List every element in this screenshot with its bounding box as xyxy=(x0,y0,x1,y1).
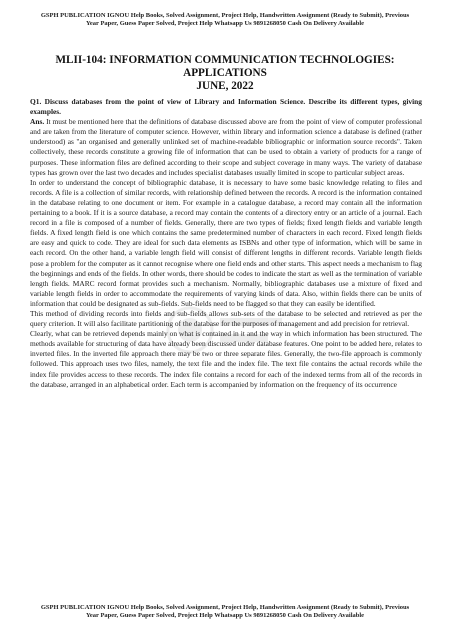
answer-paragraph-4: Clearly, what can be retrieved depends mainly on what is contained in it and the way in which information has been structured. The methods available for structuring of data have already been discussed under database features. One point to be added here, relates to inverted files. In the inverted file approach there may be two or three separate files. Generally, the two-file approach is commonly followed. This approach uses two files, namely, the text file and the index file. The text file contains the actual records while the index file provides access to these records. The index file contains a record for each of the indexed terms from all of the records in the database, arranged in an alphabetical order. Each term is accompanied by information on the frequency of its occurrence xyxy=(30,329,422,389)
answer-paragraph-3: This method of dividing records into fields and sub-fields allows sub-sets of the database to be selected and retrieved as per the query criterion. It will also facilitate partitioning of the database for the purposes of management and add precision for retrieval. xyxy=(30,308,422,329)
answer-paragraph-2: In order to understand the concept of bibliographic database, it is necessary to have some basic knowledge relating to files and records. A file is a collection of similar records, with relationship defined between the records. A record is the information contained in the database relating to one document or item. For example in a catalogue database, a record may contain all the information pertaining to a book. If it is a source database, a record may contain the contents of a directory entry or an article of a journal. Each record in a file is composed of a number of fields. Generally, there are two types of fields; fixed length fields and variable length fields. A fixed length field is one which contains the same predetermined number of characters in each record. Fixed length fields are easy and quick to code. They are ideal for such data elements as ISBNs and other type of information, which will be same in each record. On the other hand, a variable length field will consist of different lengths in different records. Variable length fields pose a problem for the computer as it cannot recognise where one field ends and other starts. This aspect needs a mechanism to flag the beginnings and ends of the fields. In other words, there should be codes to indicate the start as well as the termination of variable length fields. MARC record format provides such a mechanism. Normally, bibliographic databases use a mixture of fixed and variable length fields in order to accommodate the requirements of varying kinds of data. Also, within fields there can be units of information that could be designated as sub-fields. Sub-fields need to be flagged so that they can easily be identified. xyxy=(30,177,422,308)
document-body xyxy=(30,97,422,597)
answer-paragraph-1 xyxy=(30,117,422,178)
document-title xyxy=(30,54,420,93)
answer-paragraph-1-text: It must be mentioned here that the definitions of database discussed above are from the point of view of computer professional and are taken from the literature of computer science. However, within library and information science a database is defined (rather understood) as "an organised and generally unlinked set of machine-readable bibliographic or information source records". Taken collectively, these records constitute a growing file of information that can be used to obtain a variety of products for a range of purposes. These information files are defined according to their scope and subject coverage in many ways. The variety of database types has grown over the last two decades and includes specialist databases usually limited in scope to particular subject areas. xyxy=(30,117,422,177)
question-text: Q1. Discuss databases from the point of view of Library and Information Science. Describe its different types, giving examples. xyxy=(30,97,422,117)
title-session: JUNE, 2022 xyxy=(196,80,254,92)
page-footer: GSPH PUBLICATION IGNOU Help Books, Solved Assignment, Project Help, Handwritten Assignment (Ready to Submit), Previous Year Paper, Guess Paper Solved, Project Help Whatsapp Us 9891268050 Cash On Delivery Available xyxy=(40,604,410,619)
title-subject: APPLICATIONS xyxy=(183,67,267,79)
page-header: GSPH PUBLICATION IGNOU Help Books, Solved Assignment, Project Help, Handwritten Assignment (Ready to Submit), Previous Year Paper, Guess Paper Solved, Project Help Whatsapp Us 9891268050 Cash On Delivery Available xyxy=(40,12,410,27)
answer-label: Ans. xyxy=(30,117,45,127)
title-course: MLII-104: INFORMATION COMMUNICATION TECHNOLOGIES: xyxy=(55,54,395,66)
